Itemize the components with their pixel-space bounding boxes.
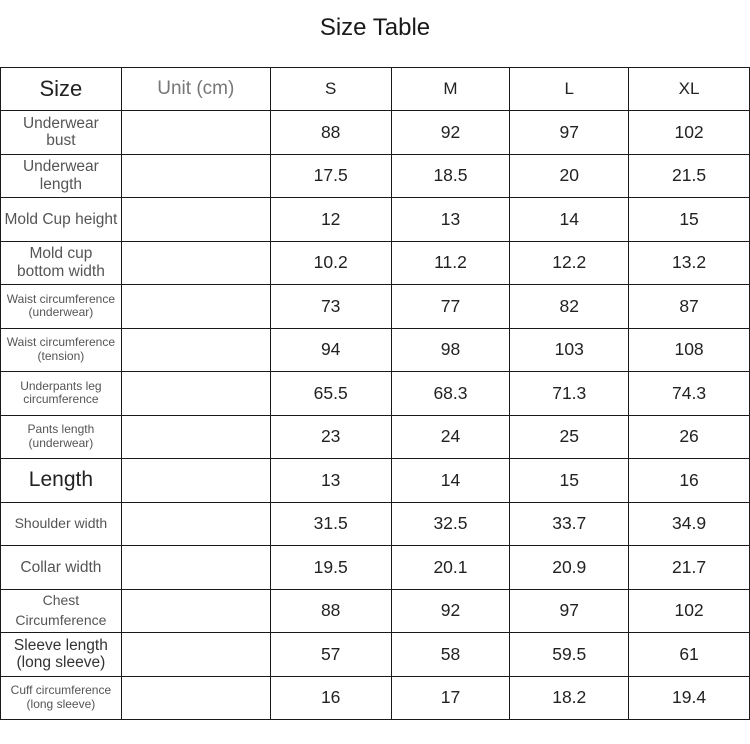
- row-label-line: Sleeve length: [13, 636, 108, 654]
- value-cell: 58: [391, 633, 510, 677]
- value-cell: 11.2: [391, 241, 510, 285]
- row-label: [1, 633, 122, 677]
- unit-cell: [121, 111, 270, 155]
- table-row: [1, 328, 750, 372]
- row-label-line: bottom width: [16, 262, 105, 280]
- row-label-line: Circumference: [15, 611, 107, 628]
- header-unit: Unit (cm): [121, 68, 270, 111]
- row-label: [1, 241, 122, 285]
- header-size: Size: [1, 68, 122, 111]
- value-cell: 102: [629, 111, 750, 155]
- unit-cell: [121, 328, 270, 372]
- table-row: [1, 589, 750, 633]
- value-cell: 19.5: [270, 546, 391, 590]
- row-label-line: Collar width: [20, 558, 102, 576]
- value-cell: 102: [629, 589, 750, 633]
- value-cell: 20.1: [391, 546, 510, 590]
- value-cell: 92: [391, 111, 510, 155]
- row-label-line: (underwear): [28, 305, 94, 320]
- table-row: [1, 372, 750, 416]
- value-cell: 17.5: [270, 154, 391, 198]
- table-row: [1, 546, 750, 590]
- value-cell: 94: [270, 328, 391, 372]
- value-cell: 88: [270, 589, 391, 633]
- value-cell: 57: [270, 633, 391, 677]
- row-label-line: Underpants leg: [20, 378, 102, 393]
- table-row: [1, 676, 750, 720]
- value-cell: 18.2: [510, 676, 629, 720]
- unit-cell: [121, 198, 270, 242]
- row-label-line: (long sleeve): [26, 696, 96, 711]
- row-label-line: Pants length: [27, 422, 95, 437]
- row-label-line: Underwear: [22, 158, 99, 176]
- row-label-line: Mold Cup height: [4, 210, 118, 228]
- value-cell: 19.4: [629, 676, 750, 720]
- row-label: [1, 328, 122, 372]
- value-cell: 14: [510, 198, 629, 242]
- value-cell: 98: [391, 328, 510, 372]
- table-row: [1, 633, 750, 677]
- value-cell: 25: [510, 415, 629, 459]
- row-label-line: Cuff circumference: [10, 683, 112, 698]
- value-cell: 87: [629, 285, 750, 329]
- value-cell: 24: [391, 415, 510, 459]
- unit-cell: [121, 241, 270, 285]
- row-label: [1, 415, 122, 459]
- value-cell: 92: [391, 589, 510, 633]
- header-size-xl: XL: [629, 68, 750, 111]
- value-cell: 16: [629, 459, 750, 503]
- value-cell: 13: [270, 459, 391, 503]
- value-cell: 32.5: [391, 502, 510, 546]
- value-cell: 26: [629, 415, 750, 459]
- table-row: [1, 285, 750, 329]
- value-cell: 65.5: [270, 372, 391, 416]
- value-cell: 82: [510, 285, 629, 329]
- size-table: [0, 67, 750, 720]
- header-size-l: L: [510, 68, 629, 111]
- row-label: [1, 111, 122, 155]
- unit-cell: [121, 459, 270, 503]
- table-row: [1, 198, 750, 242]
- unit-cell: [121, 415, 270, 459]
- value-cell: 73: [270, 285, 391, 329]
- unit-cell: [121, 589, 270, 633]
- value-cell: 88: [270, 111, 391, 155]
- row-label-line: circumference: [23, 392, 99, 407]
- row-label-line: length: [39, 175, 83, 193]
- unit-cell: [121, 546, 270, 590]
- value-cell: 33.7: [510, 502, 629, 546]
- table-row: [1, 459, 750, 503]
- value-cell: 15: [629, 198, 750, 242]
- row-label-line: (long sleeve): [16, 654, 106, 672]
- value-cell: 108: [629, 328, 750, 372]
- row-label: [1, 198, 122, 242]
- value-cell: 31.5: [270, 502, 391, 546]
- header-size-m: M: [391, 68, 510, 111]
- value-cell: 17: [391, 676, 510, 720]
- value-cell: 12.2: [510, 241, 629, 285]
- value-cell: 13: [391, 198, 510, 242]
- row-label: [1, 372, 122, 416]
- value-cell: 34.9: [629, 502, 750, 546]
- row-label-line: bust: [46, 132, 76, 150]
- row-label-line: (underwear): [28, 435, 94, 450]
- row-label-line: Waist circumference: [6, 335, 116, 350]
- value-cell: 23: [270, 415, 391, 459]
- row-label-line: (tension): [37, 348, 85, 363]
- value-cell: 77: [391, 285, 510, 329]
- value-cell: 97: [510, 111, 629, 155]
- row-label: [1, 546, 122, 590]
- value-cell: 18.5: [391, 154, 510, 198]
- unit-cell: [121, 633, 270, 677]
- table-row: [1, 415, 750, 459]
- row-label-line: Length: [28, 468, 94, 492]
- unit-cell: [121, 372, 270, 416]
- value-cell: 97: [510, 589, 629, 633]
- value-cell: 13.2: [629, 241, 750, 285]
- page-title: Size Table: [319, 14, 431, 41]
- row-label: [1, 589, 122, 633]
- value-cell: 59.5: [510, 633, 629, 677]
- row-label: [1, 154, 122, 198]
- table-row: [1, 241, 750, 285]
- unit-cell: [121, 676, 270, 720]
- row-label-line: Mold cup: [29, 245, 93, 263]
- value-cell: 103: [510, 328, 629, 372]
- value-cell: 20: [510, 154, 629, 198]
- table-row: [1, 154, 750, 198]
- value-cell: 20.9: [510, 546, 629, 590]
- row-label-line: Chest: [42, 592, 80, 609]
- table-row: [1, 502, 750, 546]
- row-label-line: Waist circumference: [6, 291, 116, 306]
- value-cell: 74.3: [629, 372, 750, 416]
- table-row: [1, 111, 750, 155]
- header-size-s: S: [270, 68, 391, 111]
- row-label: [1, 459, 122, 503]
- unit-cell: [121, 502, 270, 546]
- row-label: [1, 502, 122, 546]
- unit-cell: [121, 285, 270, 329]
- value-cell: 71.3: [510, 372, 629, 416]
- value-cell: 10.2: [270, 241, 391, 285]
- row-label: [1, 676, 122, 720]
- unit-cell: [121, 154, 270, 198]
- table-header-row: [1, 68, 750, 111]
- value-cell: 12: [270, 198, 391, 242]
- value-cell: 61: [629, 633, 750, 677]
- value-cell: 21.7: [629, 546, 750, 590]
- value-cell: 16: [270, 676, 391, 720]
- value-cell: 15: [510, 459, 629, 503]
- value-cell: 21.5: [629, 154, 750, 198]
- row-label-line: Shoulder width: [14, 514, 108, 531]
- value-cell: 68.3: [391, 372, 510, 416]
- row-label: [1, 285, 122, 329]
- value-cell: 14: [391, 459, 510, 503]
- row-label-line: Underwear: [22, 114, 99, 132]
